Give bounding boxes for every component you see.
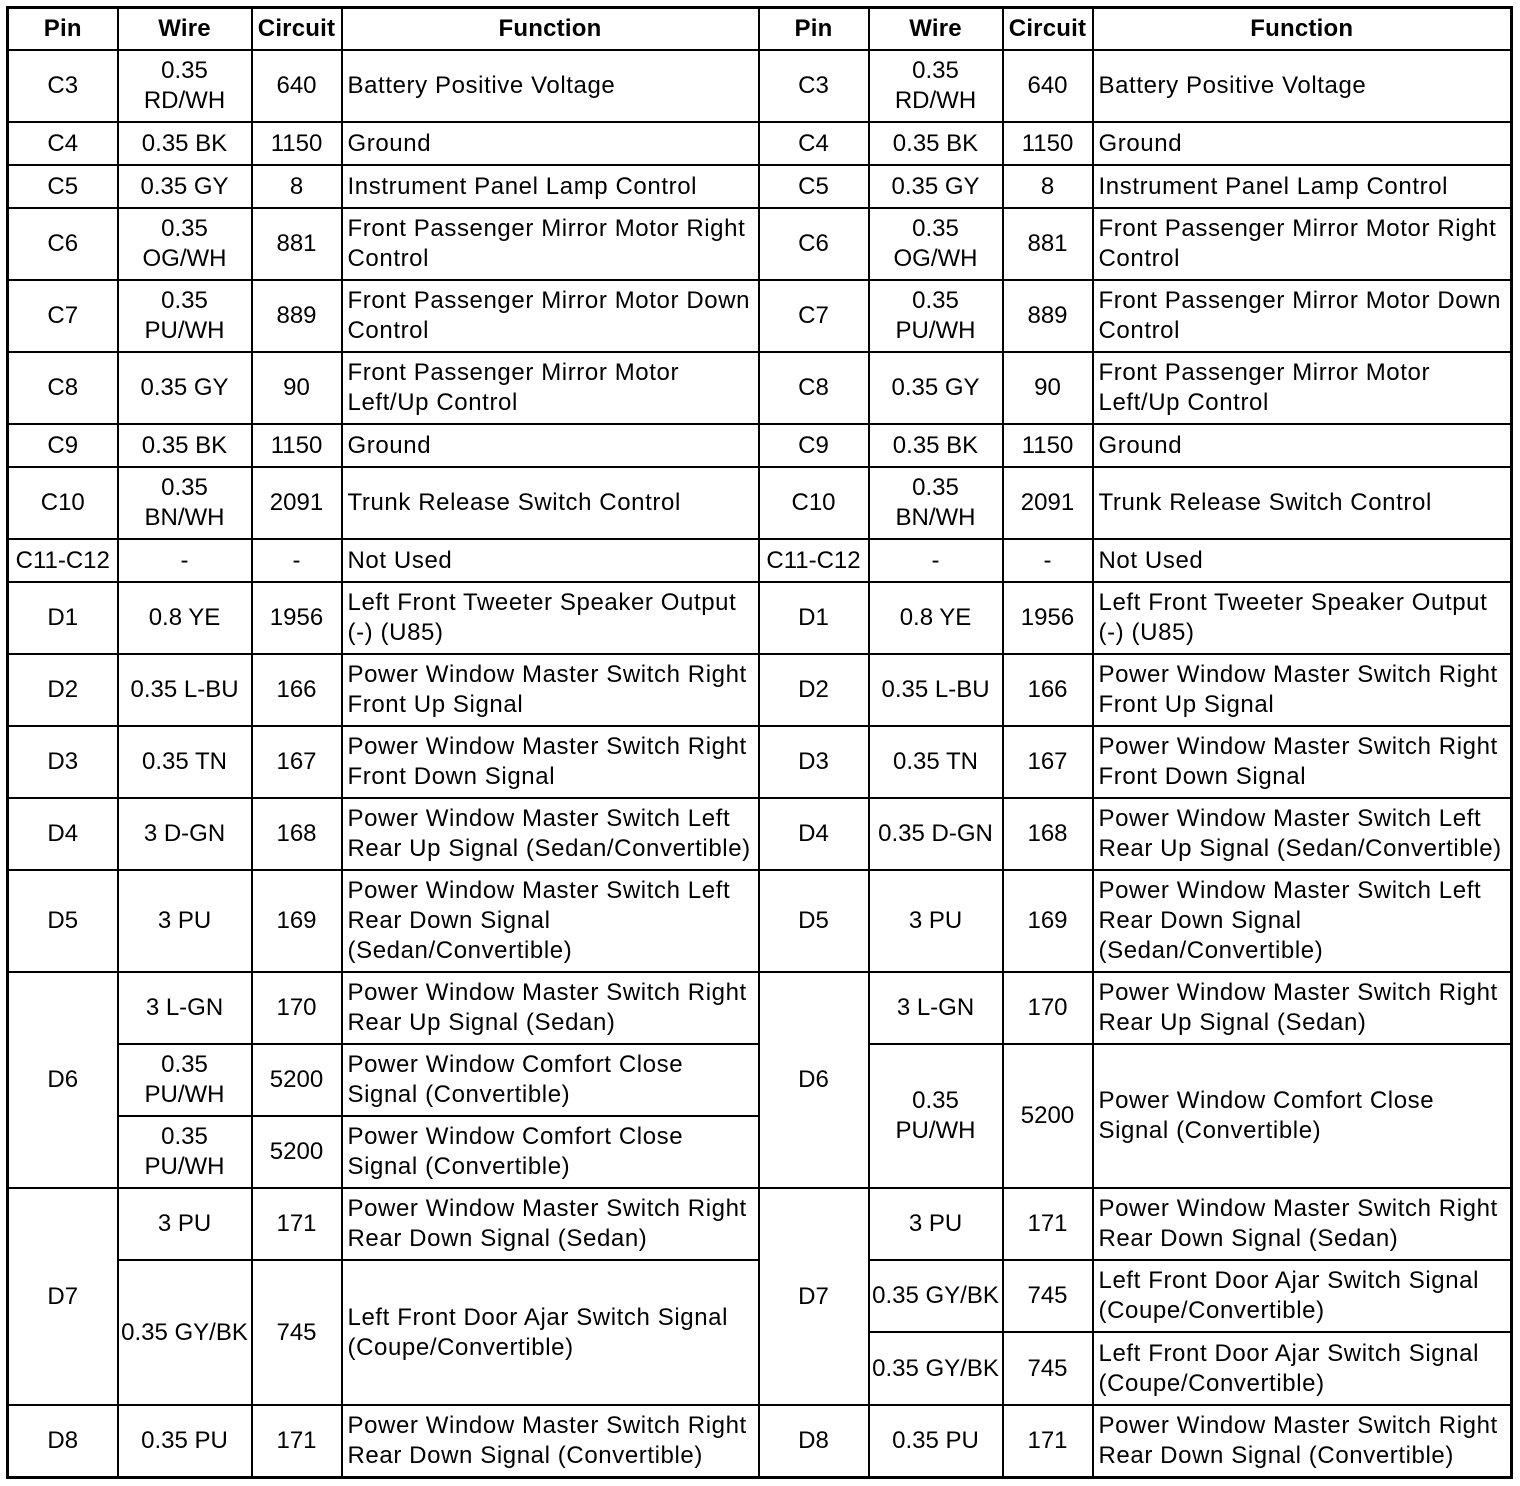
pin-cell: C7 [8, 280, 118, 352]
wire-cell: - [118, 539, 252, 582]
wire-cell: 3 PU [118, 870, 252, 972]
wire-cell: 0.35 TN [118, 726, 252, 798]
circuit-cell: 2091 [1003, 467, 1093, 539]
table-row [759, 1044, 1512, 1116]
table-row [759, 352, 1512, 424]
table-row [759, 1405, 1512, 1477]
function-cell: Power Window Master Switch Right Rear Down Signal (Sedan) [342, 1188, 759, 1260]
circuit-cell: 5200 [252, 1044, 342, 1116]
wire-cell: 0.35 PU/WH [118, 280, 252, 352]
wire-cell: 0.35 GY/BK [869, 1332, 1003, 1405]
pin-cell: C10 [759, 467, 869, 539]
pin-cell: D8 [759, 1405, 869, 1477]
table-row [759, 208, 1512, 280]
circuit-cell: 171 [1003, 1405, 1093, 1477]
pin-cell: D2 [759, 654, 869, 726]
function-cell: Power Window Master Switch Right Front Down Signal [1093, 726, 1512, 798]
circuit-cell: 8 [1003, 165, 1093, 208]
wire-cell: 0.35 BN/WH [118, 467, 252, 539]
function-cell: Power Window Master Switch Left Rear Up Signal (Sedan/Convertible) [342, 798, 759, 870]
function-cell: Ground [342, 122, 759, 165]
function-cell: Power Window Master Switch Right Rear Down Signal (Sedan) [1093, 1188, 1512, 1260]
function-cell: Instrument Panel Lamp Control [342, 165, 759, 208]
function-cell: Ground [1093, 122, 1512, 165]
function-cell: Front Passenger Mirror Motor Left/Up Control [1093, 352, 1512, 424]
function-cell: Power Window Comfort Close Signal (Convertible) [1093, 1044, 1512, 1188]
circuit-cell: 881 [252, 208, 342, 280]
pin-cell: C8 [8, 352, 118, 424]
function-cell: Left Front Tweeter Speaker Output (-) (U85) [1093, 582, 1512, 654]
circuit-cell: 171 [252, 1405, 342, 1477]
circuit-cell: 166 [252, 654, 342, 726]
pin-cell: D5 [759, 870, 869, 972]
pin-cell: C9 [759, 424, 869, 467]
circuit-cell: 1956 [252, 582, 342, 654]
pin-cell: D7 [8, 1188, 118, 1405]
circuit-cell: 169 [1003, 870, 1093, 972]
function-cell: Front Passenger Mirror Motor Right Control [342, 208, 759, 280]
pin-cell: C6 [759, 208, 869, 280]
wire-cell: 3 D-GN [118, 798, 252, 870]
wire-cell: 0.35 PU [869, 1405, 1003, 1477]
circuit-cell: - [252, 539, 342, 582]
circuit-cell: 167 [252, 726, 342, 798]
pin-cell: C7 [759, 280, 869, 352]
table-row [8, 582, 759, 654]
circuit-cell: 90 [252, 352, 342, 424]
circuit-cell: 745 [1003, 1260, 1093, 1332]
table-row [8, 208, 759, 280]
wire-cell: - [869, 539, 1003, 582]
table-row [759, 726, 1512, 798]
table-row [8, 280, 759, 352]
function-cell: Trunk Release Switch Control [1093, 467, 1512, 539]
circuit-cell: 881 [1003, 208, 1093, 280]
table-row [8, 654, 759, 726]
wire-cell: 0.35 BK [118, 424, 252, 467]
function-cell: Power Window Comfort Close Signal (Convertible) [342, 1116, 759, 1188]
wire-cell: 0.35 GY [118, 352, 252, 424]
circuit-cell: 1150 [1003, 424, 1093, 467]
header-row [759, 8, 1512, 51]
connector-pinout-page [6, 6, 1508, 1480]
pin-cell: C9 [8, 424, 118, 467]
function-cell: Front Passenger Mirror Motor Down Control [342, 280, 759, 352]
pin-cell: D6 [759, 972, 869, 1188]
wire-cell: 0.35 OG/WH [869, 208, 1003, 280]
wire-cell: 0.35 PU/WH [869, 1044, 1003, 1188]
pin-cell: C4 [8, 122, 118, 165]
pin-cell: D4 [8, 798, 118, 870]
pin-cell: D3 [759, 726, 869, 798]
header-wire: Wire [118, 8, 252, 51]
circuit-cell: 168 [1003, 798, 1093, 870]
pin-cell: C11-C12 [759, 539, 869, 582]
wire-cell: 0.35 L-BU [118, 654, 252, 726]
table-row [759, 972, 1512, 1044]
wire-cell: 0.35 RD/WH [869, 50, 1003, 122]
wire-cell: 0.35 PU/WH [118, 1116, 252, 1188]
function-cell: Battery Positive Voltage [1093, 50, 1512, 122]
header-row [8, 8, 759, 51]
table-row [8, 424, 759, 467]
circuit-cell: - [1003, 539, 1093, 582]
pin-cell: D5 [8, 870, 118, 972]
wire-cell: 3 PU [869, 1188, 1003, 1260]
function-cell: Power Window Master Switch Right Front Up Signal [1093, 654, 1512, 726]
pin-cell: C11-C12 [8, 539, 118, 582]
function-cell: Power Window Master Switch Right Rear Down Signal (Convertible) [342, 1405, 759, 1477]
table-row [8, 1188, 759, 1260]
header-circuit: Circuit [1003, 8, 1093, 51]
wire-cell: 0.35 TN [869, 726, 1003, 798]
function-cell: Front Passenger Mirror Motor Down Control [1093, 280, 1512, 352]
wire-cell: 0.35 PU/WH [118, 1044, 252, 1116]
circuit-cell: 889 [1003, 280, 1093, 352]
pin-cell: D1 [759, 582, 869, 654]
wire-cell: 0.35 GY [118, 165, 252, 208]
header-function: Function [342, 8, 759, 51]
pin-cell: D1 [8, 582, 118, 654]
header-wire: Wire [869, 8, 1003, 51]
table-row [8, 165, 759, 208]
table-row [759, 582, 1512, 654]
pin-cell: D8 [8, 1405, 118, 1477]
function-cell: Ground [1093, 424, 1512, 467]
circuit-cell: 640 [252, 50, 342, 122]
table-row [759, 1188, 1512, 1260]
table-row [8, 467, 759, 539]
wire-cell: 0.35 GY [869, 165, 1003, 208]
circuit-cell: 745 [1003, 1332, 1093, 1405]
function-cell: Left Front Door Ajar Switch Signal (Coupe/Convertible) [1093, 1260, 1512, 1332]
circuit-cell: 90 [1003, 352, 1093, 424]
header-function: Function [1093, 8, 1512, 51]
wire-cell: 3 L-GN [118, 972, 252, 1044]
pin-cell: C3 [759, 50, 869, 122]
circuit-cell: 167 [1003, 726, 1093, 798]
wire-cell: 0.35 GY/BK [118, 1260, 252, 1405]
pin-cell: C8 [759, 352, 869, 424]
wire-cell: 0.35 L-BU [869, 654, 1003, 726]
table-row [759, 798, 1512, 870]
table-row [759, 467, 1512, 539]
function-cell: Front Passenger Mirror Motor Right Control [1093, 208, 1512, 280]
wire-cell: 0.35 BK [118, 122, 252, 165]
table-row [8, 539, 759, 582]
function-cell: Power Window Master Switch Right Front Down Signal [342, 726, 759, 798]
table-row [8, 726, 759, 798]
function-cell: Instrument Panel Lamp Control [1093, 165, 1512, 208]
circuit-cell: 170 [1003, 972, 1093, 1044]
pin-cell: C3 [8, 50, 118, 122]
pin-cell: D6 [8, 972, 118, 1188]
circuit-cell: 745 [252, 1260, 342, 1405]
wire-cell: 0.35 BK [869, 424, 1003, 467]
circuit-cell: 1150 [252, 122, 342, 165]
circuit-cell: 168 [252, 798, 342, 870]
function-cell: Power Window Master Switch Left Rear Down Signal (Sedan/Convertible) [1093, 870, 1512, 972]
wire-cell: 0.8 YE [869, 582, 1003, 654]
table-row [8, 798, 759, 870]
header-circuit: Circuit [252, 8, 342, 51]
circuit-cell: 171 [252, 1188, 342, 1260]
wire-cell: 0.35 PU [118, 1405, 252, 1477]
wire-cell: 3 L-GN [869, 972, 1003, 1044]
wire-cell: 3 PU [869, 870, 1003, 972]
wire-cell: 0.35 D-GN [869, 798, 1003, 870]
table-row [8, 122, 759, 165]
pin-cell: D4 [759, 798, 869, 870]
wire-cell: 0.35 RD/WH [118, 50, 252, 122]
pinout-table-left [6, 6, 760, 1479]
table-row [8, 50, 759, 122]
wire-cell: 0.35 GY/BK [869, 1260, 1003, 1332]
function-cell: Left Front Door Ajar Switch Signal (Coupe/Convertible) [1093, 1332, 1512, 1405]
function-cell: Not Used [1093, 539, 1512, 582]
table-row [759, 122, 1512, 165]
pin-cell: D2 [8, 654, 118, 726]
function-cell: Trunk Release Switch Control [342, 467, 759, 539]
table-row [759, 539, 1512, 582]
table-row [8, 1044, 759, 1116]
circuit-cell: 1150 [252, 424, 342, 467]
circuit-cell: 1956 [1003, 582, 1093, 654]
pin-cell: C4 [759, 122, 869, 165]
function-cell: Power Window Master Switch Right Front Up Signal [342, 654, 759, 726]
header-pin: Pin [8, 8, 118, 51]
function-cell: Not Used [342, 539, 759, 582]
function-cell: Power Window Comfort Close Signal (Convertible) [342, 1044, 759, 1116]
circuit-cell: 171 [1003, 1188, 1093, 1260]
function-cell: Power Window Master Switch Right Rear Down Signal (Convertible) [1093, 1405, 1512, 1477]
circuit-cell: 5200 [1003, 1044, 1093, 1188]
circuit-cell: 170 [252, 972, 342, 1044]
wire-cell: 0.35 BN/WH [869, 467, 1003, 539]
pin-cell: D7 [759, 1188, 869, 1405]
circuit-cell: 166 [1003, 654, 1093, 726]
pin-cell: C5 [8, 165, 118, 208]
table-row [8, 870, 759, 972]
pin-cell: C6 [8, 208, 118, 280]
function-cell: Front Passenger Mirror Motor Left/Up Control [342, 352, 759, 424]
table-row [8, 972, 759, 1044]
circuit-cell: 889 [252, 280, 342, 352]
table-row [759, 50, 1512, 122]
table-row [759, 1332, 1512, 1405]
table-row [759, 870, 1512, 972]
table-row [759, 654, 1512, 726]
circuit-cell: 5200 [252, 1116, 342, 1188]
table-row [759, 280, 1512, 352]
circuit-cell: 1150 [1003, 122, 1093, 165]
table-row [8, 1405, 759, 1477]
pin-cell: C5 [759, 165, 869, 208]
function-cell: Power Window Master Switch Right Rear Up Signal (Sedan) [342, 972, 759, 1044]
function-cell: Power Window Master Switch Left Rear Down Signal (Sedan/Convertible) [342, 870, 759, 972]
circuit-cell: 2091 [252, 467, 342, 539]
function-cell: Battery Positive Voltage [342, 50, 759, 122]
table-row [759, 1260, 1512, 1332]
pin-cell: C10 [8, 467, 118, 539]
wire-cell: 0.8 YE [118, 582, 252, 654]
pinout-table-right [758, 6, 1514, 1479]
function-cell: Power Window Master Switch Right Rear Up Signal (Sedan) [1093, 972, 1512, 1044]
wire-cell: 0.35 GY [869, 352, 1003, 424]
table-row [759, 165, 1512, 208]
wire-cell: 0.35 PU/WH [869, 280, 1003, 352]
wire-cell: 0.35 BK [869, 122, 1003, 165]
pin-cell: D3 [8, 726, 118, 798]
function-cell: Left Front Door Ajar Switch Signal (Coupe/Convertible) [342, 1260, 759, 1405]
circuit-cell: 640 [1003, 50, 1093, 122]
wire-cell: 0.35 OG/WH [118, 208, 252, 280]
function-cell: Ground [342, 424, 759, 467]
table-row [8, 1116, 759, 1188]
function-cell: Power Window Master Switch Left Rear Up Signal (Sedan/Convertible) [1093, 798, 1512, 870]
table-row [8, 1260, 759, 1405]
function-cell: Left Front Tweeter Speaker Output (-) (U85) [342, 582, 759, 654]
circuit-cell: 169 [252, 870, 342, 972]
table-row [759, 424, 1512, 467]
circuit-cell: 8 [252, 165, 342, 208]
header-pin: Pin [759, 8, 869, 51]
wire-cell: 3 PU [118, 1188, 252, 1260]
table-row [8, 352, 759, 424]
